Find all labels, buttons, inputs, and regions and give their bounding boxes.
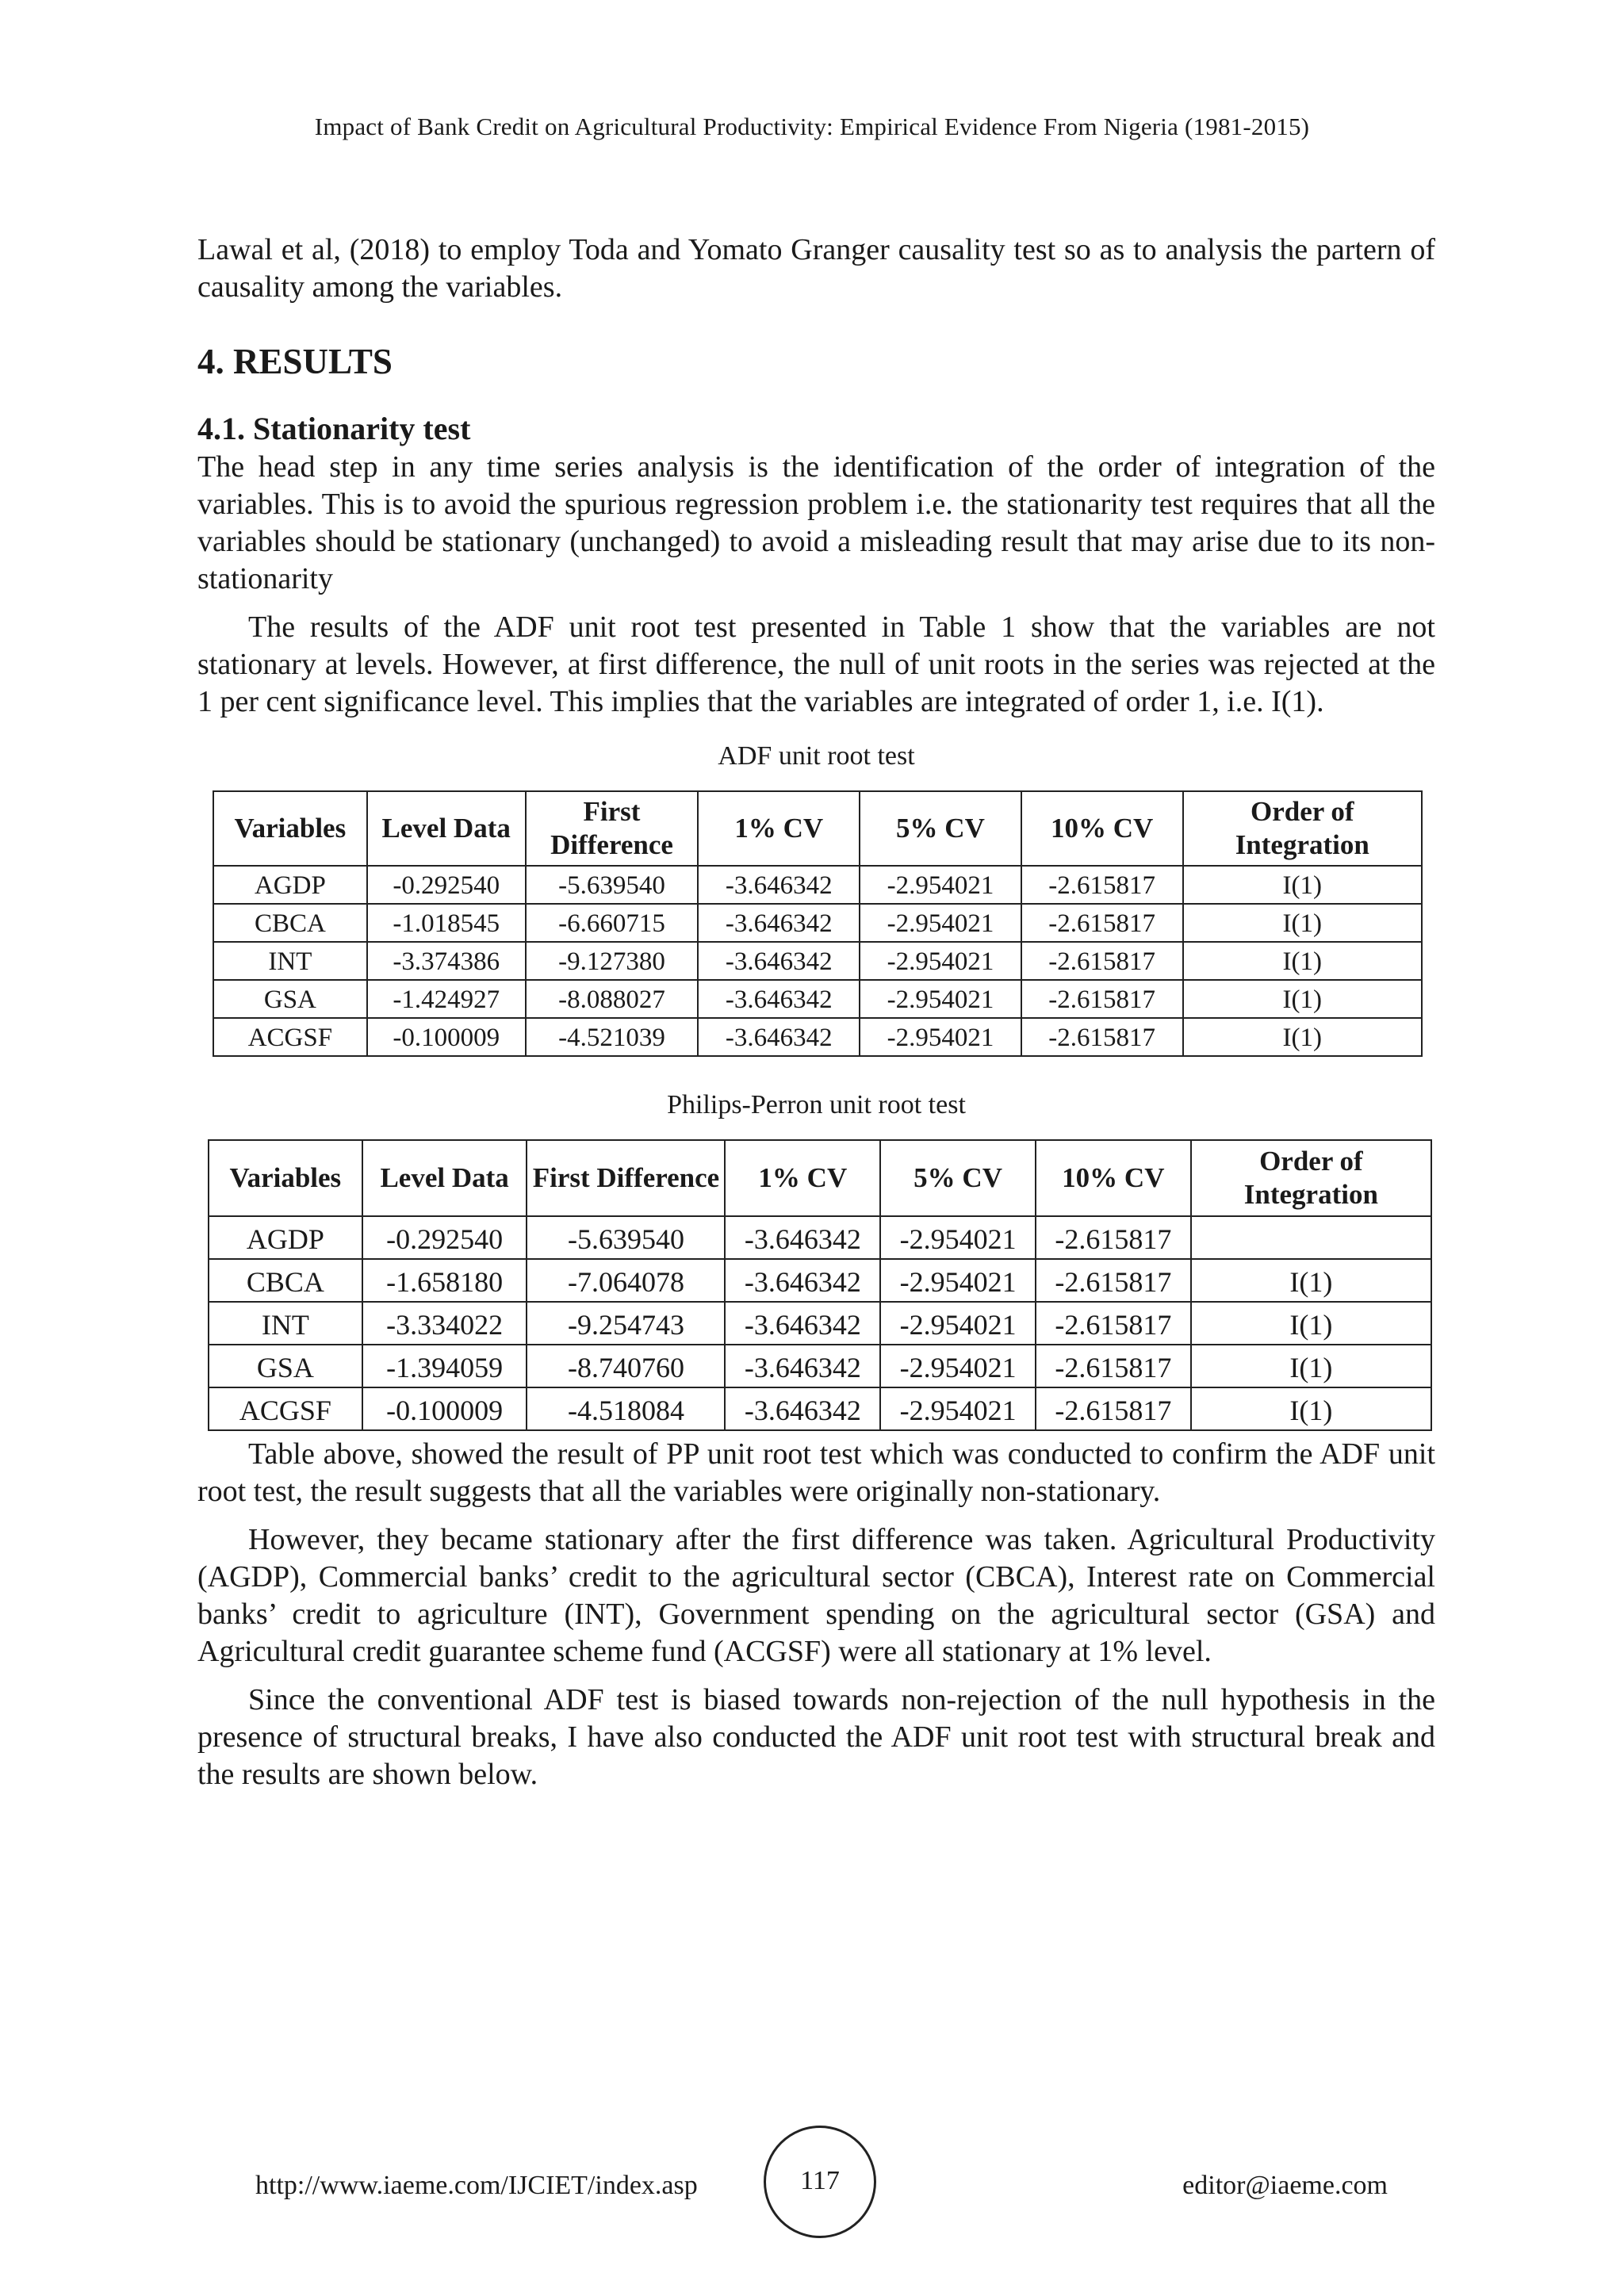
adf-table-cell: I(1)	[1183, 1018, 1422, 1056]
pp-table-cell: -5.639540	[527, 1216, 725, 1259]
adf-header-10pct-cv: 10% CV	[1021, 791, 1183, 866]
paragraph-4: However, they became stationary after the first difference was taken. Agricultural Productivity (AGDP), Commercial banks’ credit to the agricultural sector (CBCA), Interest rate on Commercial banks’ credit to agriculture (INT), Government spending on the agricultural sector (GSA) and Agricultural credit guarantee scheme fund (ACGSF) were all stationary at 1% level.	[197, 1523, 1435, 1668]
pp-table-cell: -3.646342	[725, 1345, 880, 1387]
adf-table-cell: -3.646342	[698, 980, 860, 1018]
adf-table-cell: -2.615817	[1021, 942, 1183, 980]
pp-table-row	[209, 1302, 1431, 1345]
pp-table-cell: GSA	[209, 1345, 362, 1387]
pp-header-variables: Variables	[209, 1140, 362, 1216]
pp-table-cell: -2.615817	[1036, 1216, 1191, 1259]
adf-table-cell: -2.615817	[1021, 980, 1183, 1018]
adf-table-cell: -2.615817	[1021, 904, 1183, 942]
paragraph-1: The head step in any time series analysis is the identification of the order of integration of the variables. This is to avoid the spurious regression problem i.e. the stationarity test requires that all the variables should be stationary (unchanged) to avoid a misleading result that may arise due to its non-stationarity	[197, 450, 1435, 595]
adf-table-cell: ACGSF	[213, 1018, 367, 1056]
pp-table-cell: -1.658180	[362, 1259, 527, 1302]
adf-table-cell: I(1)	[1183, 904, 1422, 942]
paragraph-3: Table above, showed the result of PP unit root test which was conducted to confirm the ADF unit root test, the result suggests that all the variables were originally non-stationary.	[197, 1437, 1435, 1508]
footer-url[interactable]: http://www.iaeme.com/IJCIET/index.asp	[255, 2171, 698, 2200]
adf-table-cell: -9.127380	[526, 942, 699, 980]
adf-table-cell: -2.954021	[860, 942, 1021, 980]
adf-table-cell: -3.646342	[698, 866, 860, 904]
pp-table-cell: -4.518084	[527, 1387, 725, 1430]
adf-table-cell: -2.954021	[860, 904, 1021, 942]
adf-header-row	[213, 791, 1422, 866]
adf-table-cell: -2.615817	[1021, 1018, 1183, 1056]
adf-table-cell: -4.521039	[526, 1018, 699, 1056]
pp-table-cell: INT	[209, 1302, 362, 1345]
adf-table	[213, 790, 1423, 1057]
pp-table-caption: Philips-Perron unit root test	[667, 1090, 966, 1119]
adf-table-cell: -0.292540	[367, 866, 526, 904]
subsection-heading: 4.1. Stationarity test	[197, 411, 471, 446]
pp-table-cell: -2.954021	[880, 1259, 1036, 1302]
pp-table-cell: I(1)	[1191, 1345, 1431, 1387]
adf-table-cell: -6.660715	[526, 904, 699, 942]
adf-table-cell: -8.088027	[526, 980, 699, 1018]
page-number: 117	[764, 2126, 876, 2238]
adf-header-first-difference: First Difference	[526, 791, 699, 866]
section-heading: 4. RESULTS	[197, 342, 393, 381]
pp-header-first-difference: First Difference	[527, 1140, 725, 1216]
running-head: Impact of Bank Credit on Agricultural Productivity: Empirical Evidence From Nigeria (1981-2015)	[314, 113, 1310, 140]
adf-table-cell: I(1)	[1183, 980, 1422, 1018]
pp-header-order-of-integration: Order of Integration	[1191, 1140, 1431, 1216]
main-content	[197, 232, 1435, 1793]
pp-table-cell: CBCA	[209, 1259, 362, 1302]
pp-table-body	[209, 1216, 1431, 1430]
adf-table-cell: -1.424927	[367, 980, 526, 1018]
intro-paragraph: Lawal et al, (2018) to employ Toda and Yomato Granger causality test so as to analysis the partern of causality among the variables.	[197, 233, 1435, 304]
adf-table-body	[213, 866, 1422, 1056]
adf-header-variables: Variables	[213, 791, 367, 866]
pp-header-5pct-cv: 5% CV	[880, 1140, 1036, 1216]
adf-table-cell: -1.018545	[367, 904, 526, 942]
adf-table-row	[213, 942, 1422, 980]
pp-table-cell: -2.954021	[880, 1345, 1036, 1387]
pp-table-cell	[1191, 1216, 1431, 1259]
pp-header-10pct-cv: 10% CV	[1036, 1140, 1191, 1216]
footer-email[interactable]: editor@iaeme.com	[1182, 2171, 1388, 2200]
pp-table-cell: I(1)	[1191, 1387, 1431, 1430]
adf-table-cell: -3.374386	[367, 942, 526, 980]
pp-table-cell: -2.954021	[880, 1216, 1036, 1259]
pp-table-row	[209, 1345, 1431, 1387]
pp-table-cell: -2.615817	[1036, 1259, 1191, 1302]
adf-table-cell: I(1)	[1183, 866, 1422, 904]
adf-header-1pct-cv: 1% CV	[698, 791, 860, 866]
adf-table-cell: -3.646342	[698, 1018, 860, 1056]
paragraph-5: Since the conventional ADF test is biased towards non-rejection of the null hypothesis in the presence of structural breaks, I have also conducted the ADF unit root test with structural break and the results are shown below.	[197, 1683, 1435, 1791]
pp-table-cell: -3.646342	[725, 1387, 880, 1430]
pp-table-row	[209, 1259, 1431, 1302]
pp-table-cell: -0.292540	[362, 1216, 527, 1259]
adf-table-row	[213, 1018, 1422, 1056]
adf-table-row	[213, 980, 1422, 1018]
pp-table-cell: -1.394059	[362, 1345, 527, 1387]
pp-table-cell: -3.334022	[362, 1302, 527, 1345]
adf-table-cell: -2.954021	[860, 866, 1021, 904]
pp-table-cell: -2.954021	[880, 1302, 1036, 1345]
adf-table-caption: ADF unit root test	[718, 741, 915, 771]
pp-table-cell: -2.615817	[1036, 1345, 1191, 1387]
pp-table-cell: -7.064078	[527, 1259, 725, 1302]
pp-table-cell: -3.646342	[725, 1216, 880, 1259]
pp-header-1pct-cv: 1% CV	[725, 1140, 880, 1216]
pp-table-cell: -3.646342	[725, 1259, 880, 1302]
pp-table-cell: AGDP	[209, 1216, 362, 1259]
pp-table-cell: ACGSF	[209, 1387, 362, 1430]
adf-table-row	[213, 866, 1422, 904]
pp-table-cell: -2.615817	[1036, 1387, 1191, 1430]
adf-header-5pct-cv: 5% CV	[860, 791, 1021, 866]
pp-table-cell: -2.954021	[880, 1387, 1036, 1430]
pp-table-row	[209, 1387, 1431, 1430]
adf-table-cell: -2.954021	[860, 1018, 1021, 1056]
adf-table-cell: -3.646342	[698, 942, 860, 980]
pp-table-cell: I(1)	[1191, 1259, 1431, 1302]
pp-table-cell: -2.615817	[1036, 1302, 1191, 1345]
adf-table-cell: -5.639540	[526, 866, 699, 904]
adf-header-order-of-integration: Order of Integration	[1183, 791, 1422, 866]
adf-table-cell: -3.646342	[698, 904, 860, 942]
adf-table-cell: -2.615817	[1021, 866, 1183, 904]
adf-table-cell: AGDP	[213, 866, 367, 904]
adf-header-level-data: Level Data	[367, 791, 526, 866]
adf-table-cell: I(1)	[1183, 942, 1422, 980]
adf-table-cell: CBCA	[213, 904, 367, 942]
pp-table-cell: -3.646342	[725, 1302, 880, 1345]
adf-table-row	[213, 904, 1422, 942]
pp-table-cell: -8.740760	[527, 1345, 725, 1387]
pp-header-row	[209, 1140, 1431, 1216]
adf-table-cell: GSA	[213, 980, 367, 1018]
pp-table-row	[209, 1216, 1431, 1259]
adf-table-cell: -2.954021	[860, 980, 1021, 1018]
adf-table-cell: -0.100009	[367, 1018, 526, 1056]
adf-table-cell: INT	[213, 942, 367, 980]
paragraph-2: The results of the ADF unit root test presented in Table 1 show that the variables are not stationary at levels. However, at first difference, the null of unit roots in the series was rejected at the 1 per cent significance level. This implies that the variables are integrated of order 1, i.e. I(1).	[197, 610, 1435, 718]
pp-table-cell: I(1)	[1191, 1302, 1431, 1345]
pp-table	[208, 1139, 1432, 1431]
pp-table-cell: -0.100009	[362, 1387, 527, 1430]
pp-table-cell: -9.254743	[527, 1302, 725, 1345]
pp-header-level-data: Level Data	[362, 1140, 527, 1216]
